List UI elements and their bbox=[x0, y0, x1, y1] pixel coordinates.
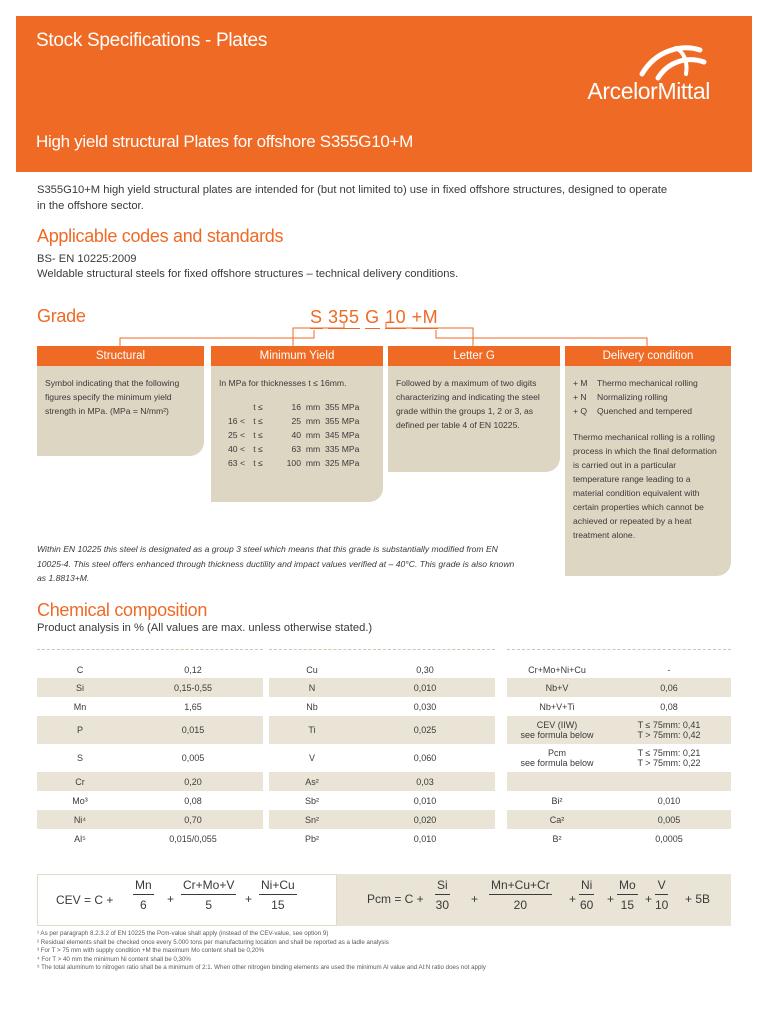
tab-letter-g: Letter G bbox=[388, 346, 560, 366]
chem-value bbox=[355, 665, 495, 675]
chem-row bbox=[37, 716, 263, 744]
yield-unit: mm bbox=[305, 430, 321, 440]
pcm-fraction bbox=[617, 878, 638, 912]
letter-g-card bbox=[388, 366, 560, 472]
chem-value bbox=[123, 834, 263, 844]
cev-label: CEV = C + bbox=[56, 893, 114, 907]
yield-row bbox=[219, 428, 375, 442]
chem-row bbox=[507, 791, 731, 810]
chem-value-second: T > 75mm: 0,22 bbox=[637, 758, 701, 768]
plus-sign: + bbox=[471, 892, 479, 906]
footnote: ¹ As per paragraph 8.2.3.2 of EN 10225 the Pcm-value shall apply (instead of the CEV-value, see option 9) bbox=[37, 930, 329, 937]
chem-element-name: Ni⁴ bbox=[73, 814, 87, 825]
footnote: ⁵ The total aluminum to nitrogen ratio shall be a minimum of 2:1. When other nitrogen binding elements are used the minimum Al value and Al:N ratio does not apply bbox=[37, 964, 486, 972]
grade-note: Within EN 10225 this steel is designated as a group 3 steel which means that this grade is substantially modified from EN 10025-4. This steel offers enhanced through thickness ductility and impact values verified at – 40°C. This grade is also known as 1.8813+M. bbox=[37, 544, 515, 583]
yield-table bbox=[219, 400, 375, 470]
chem-element bbox=[507, 683, 607, 693]
chem-element bbox=[507, 815, 607, 825]
cev-fraction bbox=[259, 878, 297, 912]
chem-value-main: 0,025 bbox=[413, 725, 437, 735]
chem-element bbox=[269, 834, 355, 844]
chem-value bbox=[123, 815, 263, 825]
frac-numerator: Cr+Mo+V bbox=[181, 878, 236, 895]
chem-element bbox=[507, 748, 607, 768]
chem-element bbox=[269, 777, 355, 787]
chem-element bbox=[269, 725, 355, 735]
yield-upper: 40 bbox=[291, 430, 301, 440]
grade-heading: Grade bbox=[37, 306, 86, 326]
tab-structural: Structural bbox=[37, 346, 204, 366]
chem-row bbox=[507, 678, 731, 697]
chem-row bbox=[37, 678, 263, 697]
chem-row bbox=[269, 772, 495, 791]
chem-row bbox=[507, 772, 731, 791]
chem-value-main: 0,010 bbox=[413, 682, 437, 693]
chem-value bbox=[355, 702, 495, 712]
yield-upper: 25 bbox=[291, 416, 301, 426]
yield-mpa: 345 MPa bbox=[325, 430, 360, 440]
chem-row bbox=[37, 744, 263, 772]
chem-element bbox=[507, 702, 607, 712]
chem-value-main: 0,15-0,55 bbox=[173, 682, 213, 693]
chem-element-name: Bi² bbox=[551, 795, 563, 806]
chem-element-name: Si bbox=[75, 682, 84, 693]
chem-element-name: Nb+V+Ti bbox=[539, 701, 575, 712]
yield-lower: 16 < bbox=[228, 416, 245, 426]
cev-fraction bbox=[181, 878, 236, 912]
delivery-card bbox=[565, 366, 731, 576]
chem-row bbox=[507, 810, 731, 829]
tab-minimum-yield: Minimum Yield bbox=[211, 346, 383, 366]
chem-value-main: 0,06 bbox=[660, 682, 678, 693]
chem-value-main: 0,12 bbox=[184, 664, 202, 675]
chem-row bbox=[269, 697, 495, 716]
chem-element-name: Nb bbox=[306, 701, 318, 712]
frac-denominator: 15 bbox=[271, 898, 285, 912]
frac-denominator: 5 bbox=[205, 898, 213, 912]
chem-element-name: Cr+Mo+Ni+Cu bbox=[528, 664, 586, 675]
chem-element-name: Pb² bbox=[304, 833, 319, 844]
delivery-row bbox=[573, 404, 723, 418]
chem-value bbox=[123, 702, 263, 712]
page-subtitle: High yield structural Plates for offshore S355G10+M bbox=[36, 132, 414, 151]
yield-operator: t ≤ bbox=[253, 458, 263, 468]
chem-value-main: 0,030 bbox=[413, 701, 437, 712]
logo-text: ArcelorMittal bbox=[587, 78, 710, 104]
chem-element bbox=[269, 702, 355, 712]
plus-sign: + bbox=[569, 892, 577, 906]
chem-element bbox=[37, 753, 123, 763]
chem-element bbox=[37, 665, 123, 675]
chem-value bbox=[607, 702, 731, 712]
yield-intro: In MPa for thicknesses t ≤ 16mm. bbox=[219, 378, 347, 388]
chem-row bbox=[269, 791, 495, 810]
grade-part-10: 10 bbox=[385, 307, 407, 327]
frac-denominator: 15 bbox=[620, 898, 635, 912]
delivery-list bbox=[573, 376, 723, 418]
yield-unit: mm bbox=[305, 402, 321, 412]
chem-column-3 bbox=[507, 649, 731, 848]
chem-value-main: 0,015/0,055 bbox=[169, 833, 217, 844]
chem-element-name: CEV (IIW) bbox=[536, 720, 578, 730]
chem-value bbox=[355, 796, 495, 806]
chem-element-name: Sb² bbox=[304, 795, 319, 806]
yield-operator: t ≤ bbox=[253, 444, 263, 454]
chem-element-note: see formula below bbox=[520, 730, 594, 740]
chem-value-main: 0,08 bbox=[184, 795, 202, 806]
chem-value-main: 0,03 bbox=[416, 776, 434, 787]
chem-element-name: Nb+V bbox=[545, 682, 569, 693]
chem-element bbox=[269, 796, 355, 806]
tab-delivery-condition: Delivery condition bbox=[565, 346, 731, 366]
chem-value-main: T ≤ 75mm: 0,21 bbox=[637, 748, 701, 758]
footnote: ⁴ For T > 40 mm the minimum Ni content shall be 0,30% bbox=[37, 955, 191, 963]
chem-element-name: Cu bbox=[306, 664, 318, 675]
chem-element-name: Cr bbox=[75, 776, 85, 787]
chem-element-name: Pcm bbox=[548, 748, 566, 758]
yield-unit: mm bbox=[305, 416, 321, 426]
standard-name: BS- EN 10225:2009 bbox=[37, 253, 137, 265]
chem-value-main: 0,060 bbox=[413, 753, 437, 763]
codes-heading: Applicable codes and standards bbox=[37, 226, 284, 246]
chem-row bbox=[37, 772, 263, 791]
chem-value bbox=[607, 683, 731, 693]
chem-row bbox=[507, 744, 731, 772]
frac-numerator: Mn bbox=[133, 878, 154, 895]
chem-value bbox=[123, 777, 263, 787]
codes-block bbox=[37, 252, 458, 282]
standard-description: Weldable structural steels for fixed offshore structures – technical delivery conditions. bbox=[37, 268, 459, 280]
chem-value-main: 0,20 bbox=[184, 776, 202, 787]
chem-value-main: 0,020 bbox=[413, 814, 437, 825]
plus-sign: + bbox=[607, 892, 615, 906]
grade-part-g: G bbox=[365, 307, 380, 327]
chem-element bbox=[269, 683, 355, 693]
chem-value-main: 0,30 bbox=[416, 664, 434, 675]
chem-column-1 bbox=[37, 649, 263, 848]
frac-denominator: 20 bbox=[513, 898, 528, 912]
chem-element bbox=[507, 834, 607, 844]
chem-value-main: 0,010 bbox=[413, 833, 437, 844]
chem-value-main: 0,08 bbox=[660, 701, 678, 712]
intro-text: S355G10+M high yield structural plates are intended for (but not limited to) use in fixed offshore structures, designed to operate in the offshore sector. bbox=[37, 184, 668, 212]
chem-element bbox=[37, 834, 123, 844]
delivery-code: + N bbox=[573, 392, 587, 402]
yield-lower bbox=[219, 400, 245, 414]
delivery-code: + Q bbox=[573, 406, 588, 416]
yield-mpa: 325 MPa bbox=[325, 458, 360, 468]
chem-element-note: see formula below bbox=[520, 758, 594, 768]
grade-tabs bbox=[37, 346, 731, 366]
yield-lower: 25 < bbox=[228, 430, 245, 440]
chem-value bbox=[123, 683, 263, 693]
yield-operator: t ≤ bbox=[253, 402, 263, 412]
yield-mpa: 355 MPa bbox=[325, 402, 360, 412]
chem-row bbox=[37, 661, 263, 678]
chem-row bbox=[507, 716, 731, 744]
chem-element-name: Mn bbox=[73, 701, 87, 712]
yield-row bbox=[219, 456, 375, 470]
chem-value-main: 0,010 bbox=[657, 795, 681, 806]
structural-text: Symbol indicating that the following figures specify the minimum yield strength in MPa. (MPa = N/mm²) bbox=[45, 378, 180, 416]
chem-value bbox=[607, 665, 731, 675]
chem-row bbox=[37, 829, 263, 848]
chem-value bbox=[355, 753, 495, 763]
chem-value bbox=[355, 725, 495, 735]
chem-element bbox=[269, 665, 355, 675]
footnote: ² Residual elements shall be checked once every 5.000 tons per manufacturing location and shall be reported as a ladle analysis bbox=[37, 938, 389, 946]
chem-value-main: 0,70 bbox=[184, 814, 202, 825]
chem-row bbox=[269, 829, 495, 848]
delivery-row bbox=[573, 390, 723, 404]
chem-row bbox=[507, 829, 731, 848]
pcm-fraction bbox=[655, 878, 668, 912]
chem-value-main: T ≤ 75mm: 0,41 bbox=[637, 720, 701, 730]
grade-part-355: 355 bbox=[328, 307, 360, 327]
chem-value bbox=[123, 665, 263, 675]
chem-row bbox=[269, 744, 495, 772]
chem-value bbox=[355, 683, 495, 693]
chem-element-name: Mo³ bbox=[72, 795, 88, 806]
chem-value bbox=[123, 753, 263, 763]
delivery-code: + M bbox=[573, 378, 588, 388]
grade-connectors bbox=[16, 316, 752, 348]
yield-mpa: 335 MPa bbox=[325, 444, 360, 454]
chem-row bbox=[269, 810, 495, 829]
chem-value-main: 0,0005 bbox=[655, 833, 683, 844]
chem-value-main: 0,015 bbox=[181, 725, 205, 735]
chem-element bbox=[37, 815, 123, 825]
chem-row bbox=[507, 661, 731, 678]
delivery-row bbox=[573, 376, 723, 390]
chem-value bbox=[355, 834, 495, 844]
footnotes bbox=[37, 930, 727, 973]
yield-unit: mm bbox=[305, 458, 321, 468]
yield-operator: t ≤ bbox=[253, 416, 263, 426]
chem-element-name: Ti bbox=[308, 725, 316, 735]
letter-g-text: Followed by a maximum of two digits characterizing and indicating the steel grade within the groups 1, 2 or 3, as defined per table 4 of EN 10225. bbox=[396, 378, 540, 430]
frac-denominator: 6 bbox=[139, 898, 147, 912]
chem-value-main: - bbox=[667, 664, 671, 675]
yield-upper: 63 bbox=[291, 444, 301, 454]
yield-operator: t ≤ bbox=[253, 430, 263, 440]
yield-unit: mm bbox=[305, 444, 321, 454]
footnote: ³ For T > 75 mm with supply condition +M the maximum Mo content shall be 0,20% bbox=[37, 947, 265, 955]
pcm-fraction bbox=[435, 878, 450, 912]
chem-element bbox=[269, 815, 355, 825]
chem-element bbox=[37, 683, 123, 693]
header-banner bbox=[16, 16, 752, 172]
chem-value-main: 0,005 bbox=[657, 814, 681, 825]
chem-value bbox=[123, 796, 263, 806]
chem-row bbox=[507, 697, 731, 716]
chem-element-name: V bbox=[308, 753, 315, 763]
chemical-heading: Chemical composition bbox=[37, 600, 208, 620]
frac-denominator: 10 bbox=[655, 898, 669, 912]
page-title: Stock Specifications - Plates bbox=[36, 30, 268, 51]
yield-upper: 100 bbox=[286, 458, 301, 468]
frac-numerator: Mn+Cu+Cr bbox=[489, 878, 552, 895]
frac-numerator: Ni+Cu bbox=[259, 878, 297, 895]
formula-bar bbox=[37, 874, 731, 926]
yield-upper: 16 bbox=[291, 402, 301, 412]
chem-element bbox=[507, 796, 607, 806]
chem-value bbox=[607, 796, 731, 806]
delivery-name: Thermo mechanical rolling bbox=[597, 378, 698, 388]
page bbox=[16, 16, 752, 1008]
frac-numerator: Mo bbox=[617, 878, 638, 895]
chem-element-name: As² bbox=[305, 776, 319, 787]
chem-value-main: 0,005 bbox=[181, 753, 205, 763]
chem-column-2 bbox=[269, 649, 495, 848]
chem-value-main: 0,010 bbox=[413, 795, 437, 806]
yield-lower: 63 < bbox=[228, 458, 245, 468]
structural-card bbox=[37, 366, 204, 456]
yield-card bbox=[211, 366, 383, 502]
cev-fraction bbox=[133, 878, 154, 912]
chem-row bbox=[269, 716, 495, 744]
chem-value bbox=[355, 777, 495, 787]
chem-value bbox=[355, 815, 495, 825]
chem-element bbox=[269, 753, 355, 763]
pcm-label: Pcm = C + bbox=[367, 892, 424, 906]
chem-element bbox=[37, 725, 123, 735]
frac-denominator: 60 bbox=[579, 898, 594, 912]
plus-sign: + bbox=[645, 892, 653, 906]
chem-element-name: Sn² bbox=[304, 814, 319, 825]
chem-value bbox=[607, 834, 731, 844]
chemical-subheading: Product analysis in % (All values are max. unless otherwise stated.) bbox=[37, 622, 373, 634]
chem-value bbox=[607, 748, 731, 768]
delivery-text: Thermo mechanical rolling is a rolling process in which the final deformation is carried out in a particular temperature range leading to a material condition equivalent with certain properties which cannot be achieved or repeated by a heat treatment alone. bbox=[573, 432, 717, 540]
grade-part-s: S bbox=[310, 307, 323, 327]
chem-element bbox=[37, 796, 123, 806]
frac-numerator: V bbox=[655, 878, 668, 895]
chem-value-second: T > 75mm: 0,42 bbox=[637, 730, 701, 740]
chem-row bbox=[37, 791, 263, 810]
delivery-name: Normalizing rolling bbox=[597, 392, 668, 402]
frac-numerator: Ni bbox=[579, 878, 594, 895]
chem-element bbox=[507, 665, 607, 675]
yield-row bbox=[219, 442, 375, 456]
pcm-fraction bbox=[489, 878, 552, 912]
yield-row bbox=[219, 414, 375, 428]
chem-element-name: B² bbox=[552, 833, 562, 844]
frac-numerator: Si bbox=[435, 878, 450, 895]
yield-row bbox=[219, 400, 375, 414]
chem-element-name: P bbox=[76, 725, 83, 735]
chem-element-name: C bbox=[76, 664, 84, 675]
chem-element bbox=[37, 702, 123, 712]
frac-denominator: 30 bbox=[435, 898, 450, 912]
chem-element-name: Ca² bbox=[549, 814, 565, 825]
chem-row bbox=[269, 661, 495, 678]
chem-value bbox=[607, 720, 731, 740]
chem-value bbox=[607, 815, 731, 825]
chem-element bbox=[37, 777, 123, 787]
delivery-name: Quenched and tempered bbox=[597, 406, 693, 416]
chem-element-name: S bbox=[76, 753, 83, 763]
chem-value bbox=[123, 725, 263, 735]
pcm-tail: + 5B bbox=[685, 892, 711, 906]
chem-row bbox=[37, 697, 263, 716]
grade-part-m: +M bbox=[411, 307, 439, 327]
chem-row bbox=[37, 810, 263, 829]
chem-row bbox=[269, 678, 495, 697]
chem-element-name: Al⁵ bbox=[74, 833, 86, 844]
plus-sign: + bbox=[167, 892, 175, 906]
plus-sign: + bbox=[245, 892, 253, 906]
yield-lower: 40 < bbox=[228, 444, 245, 454]
chem-element-name: N bbox=[308, 682, 316, 693]
pcm-fraction bbox=[579, 878, 594, 912]
yield-mpa: 355 MPa bbox=[325, 416, 360, 426]
chem-element bbox=[507, 720, 607, 740]
chem-value-main: 1,65 bbox=[184, 701, 202, 712]
